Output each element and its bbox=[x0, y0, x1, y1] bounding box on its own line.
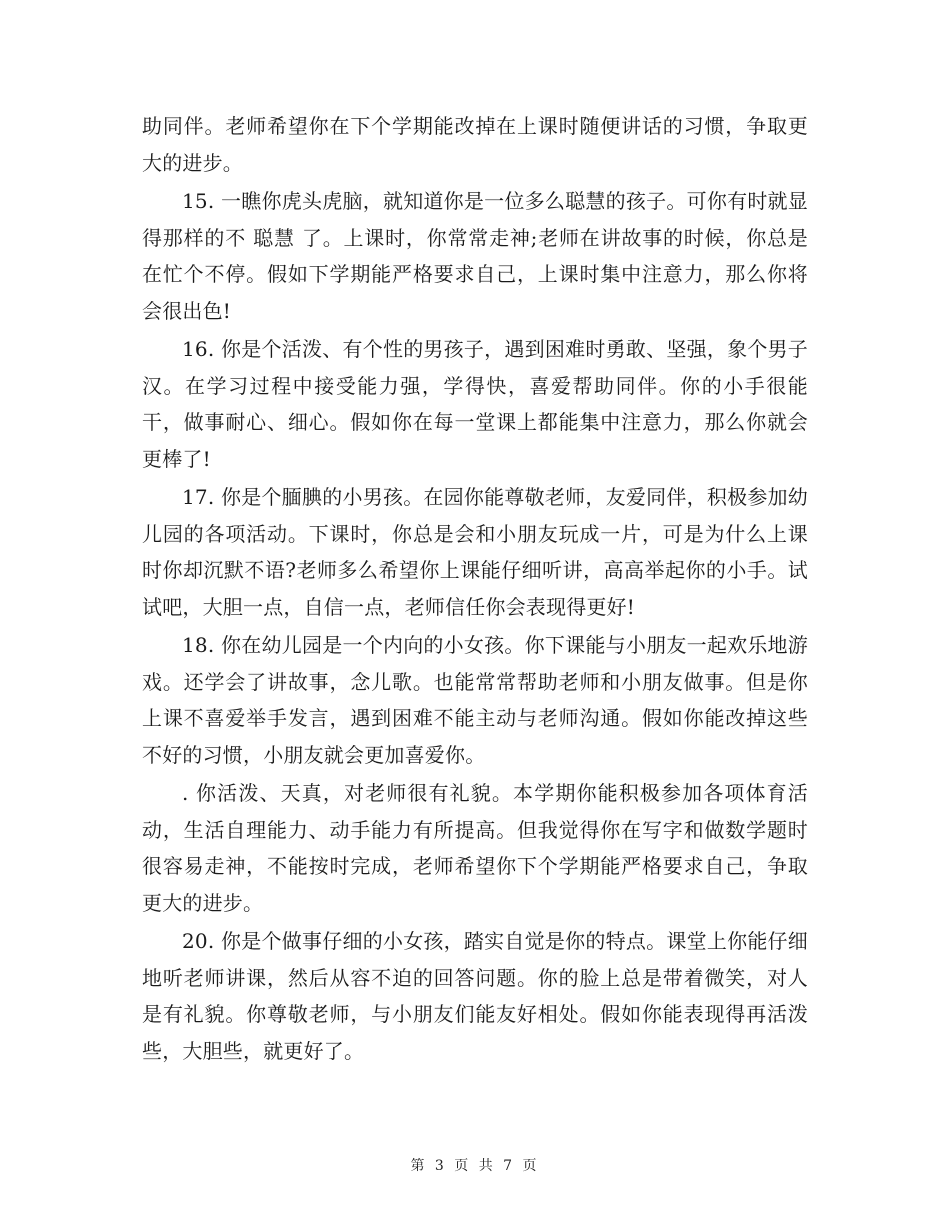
paragraph-continuation: 助同伴。老师希望你在下个学期能改掉在上课时随便讲话的习惯，争取更大的进步。 bbox=[142, 114, 808, 175]
paragraph-item-19: . 你活泼、天真，对老师很有礼貌。本学期你能积极参加各项体育活动，生活自理能力、动手能力有所提高。但我觉得你在写字和做数学题时很容易走神，不能按时完成，老师希望你下个学期能严格要求自己，争取更大的进步。 bbox=[142, 781, 808, 915]
paragraph-item-17: 17. 你是个腼腆的小男孩。在园你能尊敬老师，友爱同伴，积极参加幼儿园的各项活动。下课时，你总是会和小朋友玩成一片，可是为什么上课时你却沉默不语?老师多么希望你上课能仔细听讲，高高举起你的小手。试试吧，大胆一点，自信一点，老师信任你会表现得更好! bbox=[142, 485, 808, 619]
document-body bbox=[142, 108, 808, 1071]
paragraph-item-15: 15. 一瞧你虎头虎脑，就知道你是一位多么聪慧的孩子。可你有时就显得那样的不 聪慧 了。上课时，你常常走神;老师在讲故事的时候，你总是在忙个不停。假如下学期能严格要求自己，上课时集中注意力，那么你将会很出色! bbox=[142, 189, 808, 323]
paragraph-item-18: 18. 你在幼儿园是一个内向的小女孩。你下课能与小朋友一起欢乐地游戏。还学会了讲故事，念儿歌。也能常常帮助老师和小朋友做事。但是你上课不喜爱举手发言，遇到困难不能主动与老师沟通。假如你能改掉这些不好的习惯，小朋友就会更加喜爱你。 bbox=[142, 633, 808, 767]
page-number-footer: 第 3 页 共 7 页 bbox=[410, 1158, 540, 1174]
paragraph-item-16: 16. 你是个活泼、有个性的男孩子，遇到困难时勇敢、坚强，象个男子汉。在学习过程中接受能力强，学得快，喜爱帮助同伴。你的小手很能干，做事耐心、细心。假如你在每一堂课上都能集中注意力，那么你就会更棒了! bbox=[142, 337, 808, 471]
paragraph-item-20: 20. 你是个做事仔细的小女孩，踏实自觉是你的特点。课堂上你能仔细地听老师讲课，然后从容不迫的回答问题。你的脸上总是带着微笑，对人是有礼貌。你尊敬老师，与小朋友们能友好相处。假如你能表现得再活泼些，大胆些，就更好了。 bbox=[142, 929, 808, 1063]
